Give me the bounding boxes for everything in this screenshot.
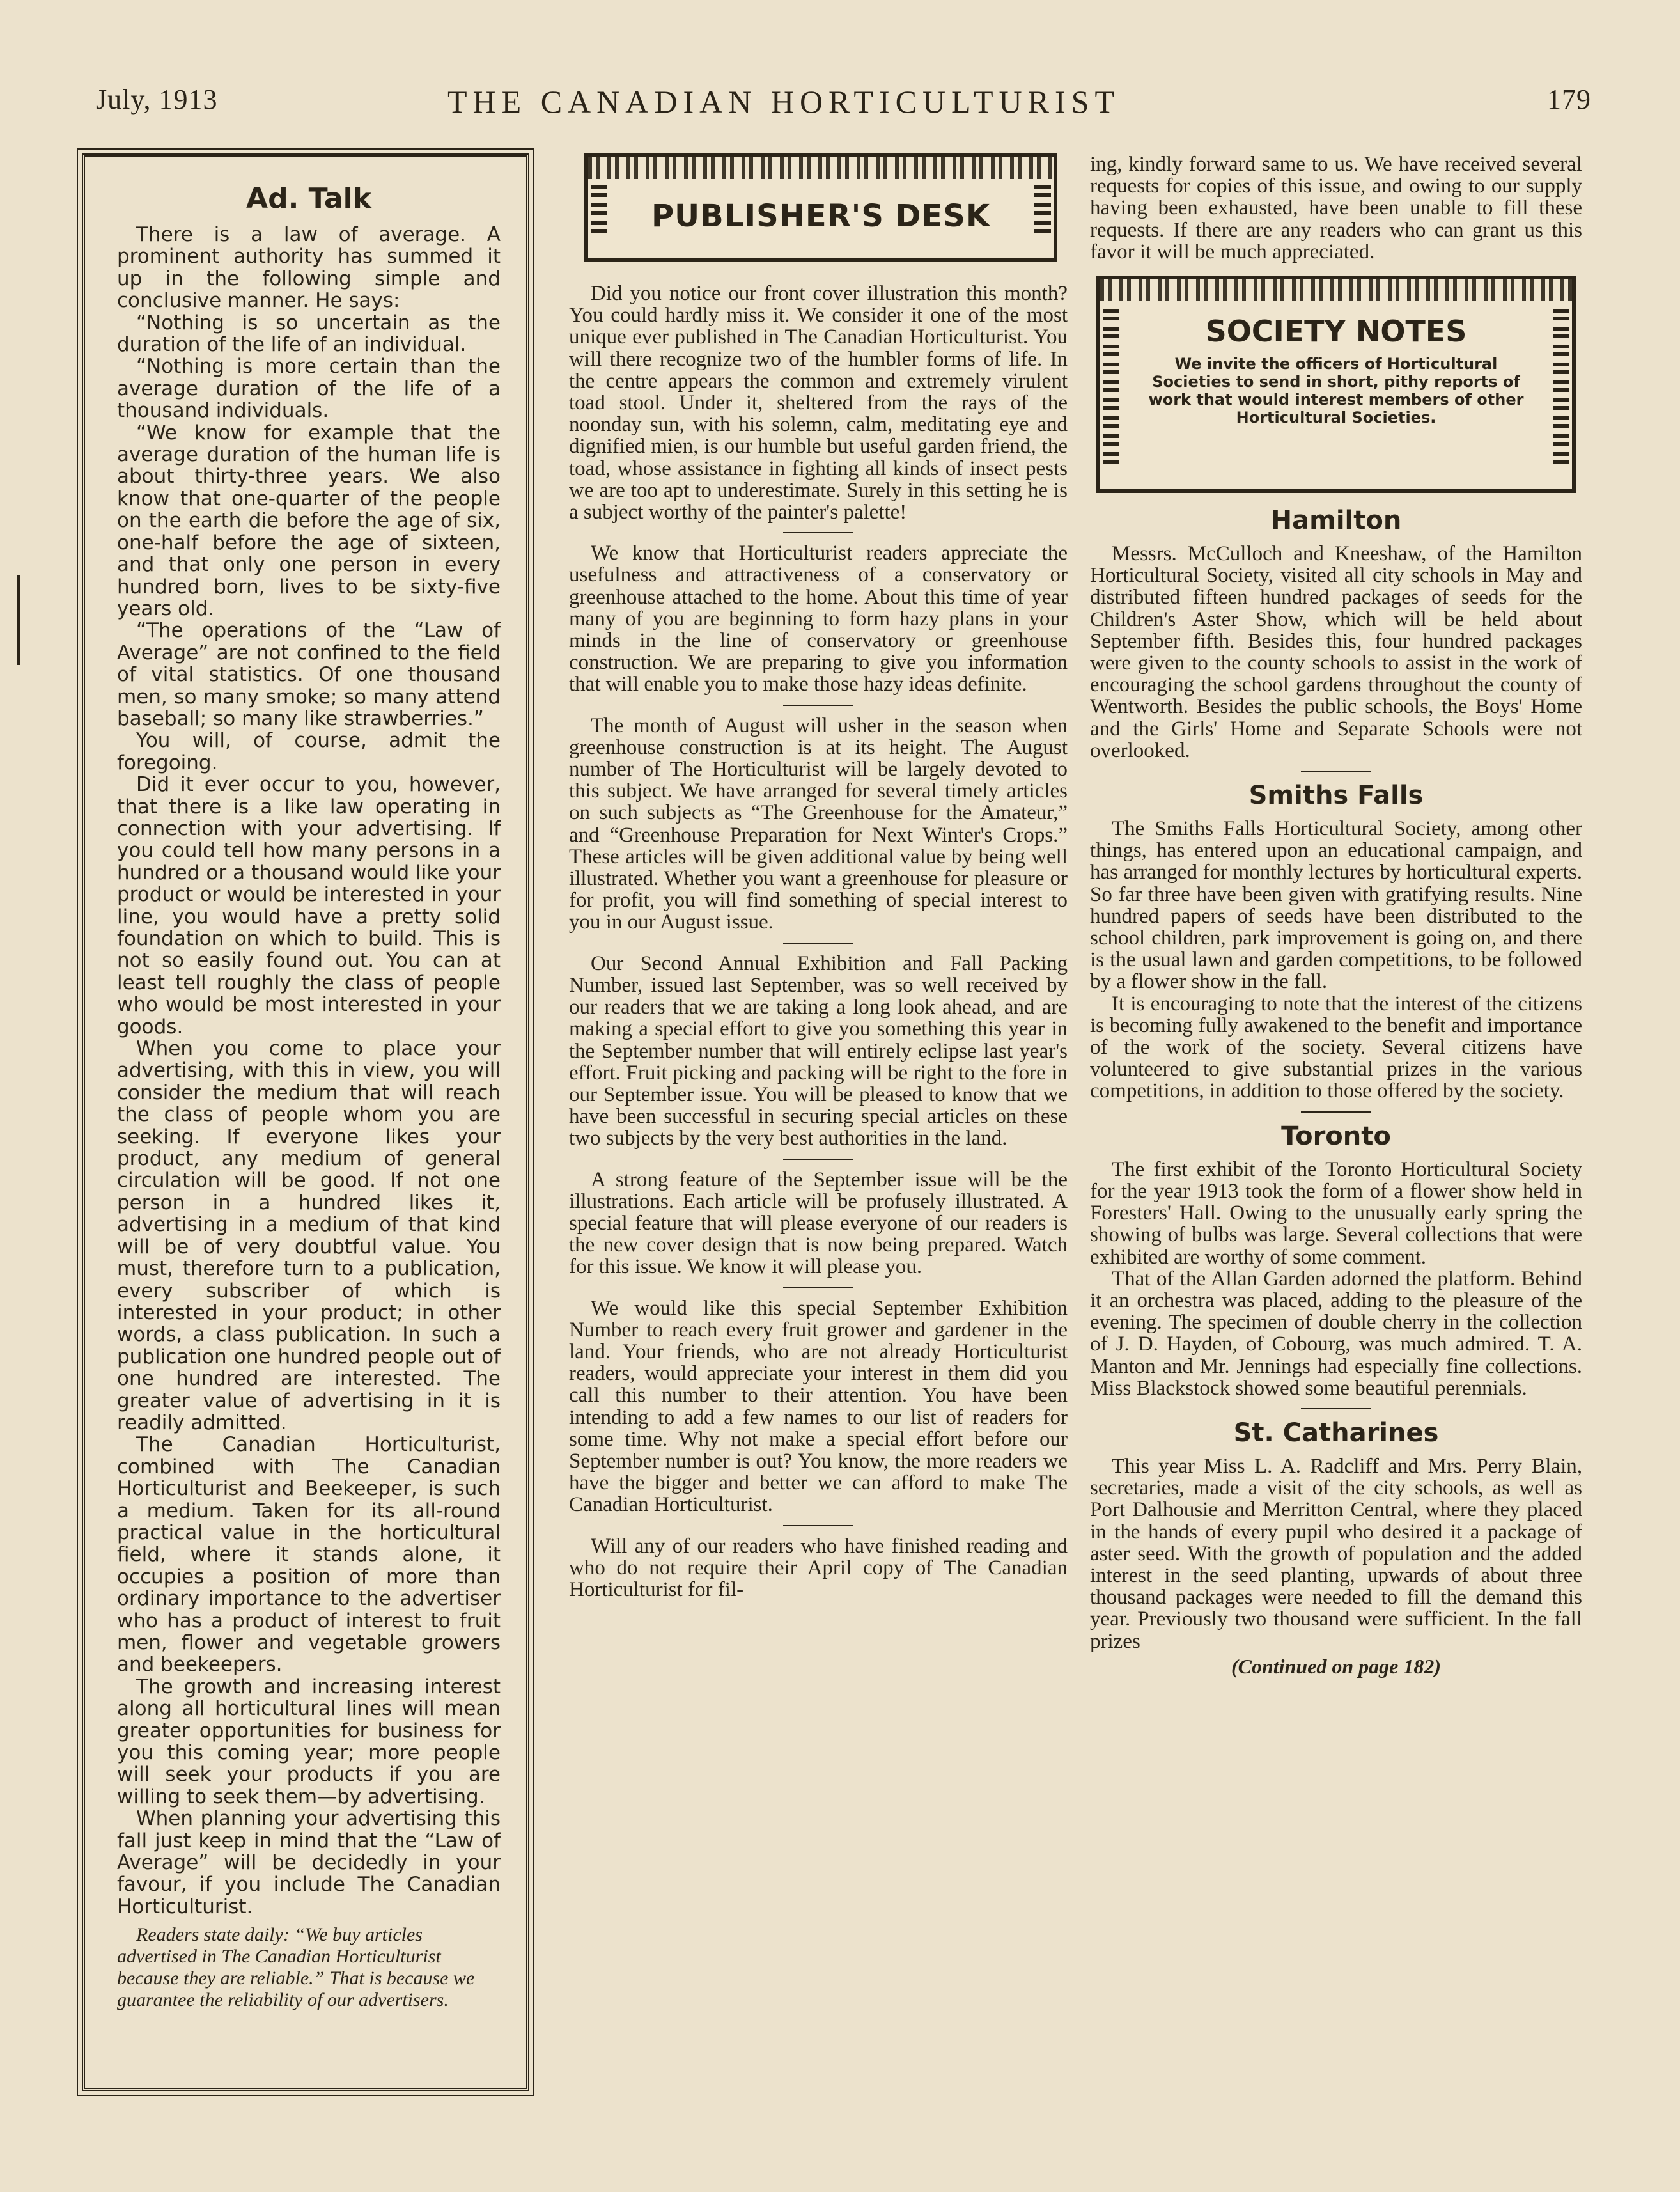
society-notes-subtitle: We invite the officers of Horticultural Societies to send in short, pithy reports of work that would interest members of other Horticultural Societies. bbox=[1148, 355, 1524, 427]
fret-border-right bbox=[1553, 305, 1569, 464]
paragraph: “We know for example that the average duration of the human life is about thirty-three years. We also know that one-quarter of the people on the earth die before the age of six, one-half before the age of sixteen, and that only one person in every hundred born, lives to be sixty-five years old. bbox=[117, 421, 501, 620]
paragraph: It is encouraging to note that the interest of the citizens is becoming fully awakened to the benefit and importance of the work of the society. Several citizens have volunteered to give substantial prizes in the various competitions, in addition to those offered by the society. bbox=[1090, 992, 1582, 1103]
section-rule bbox=[783, 1525, 853, 1526]
paragraph: Will any of our readers who have finished reading and who do not require their April copy of The Canadian Horticulturist for fil- bbox=[569, 1534, 1068, 1601]
paragraph: Our Second Annual Exhibition and Fall Packing Number, issued last September, was so well received by our readers that we are taking a long look ahead, and are making a special effort to give you something this year in the September number that will entirely eclipse last year's effort. Fruit picking and packing will be right to the fore in our September issue. You will be pleased to know that we have been successful in securing special articles on these two subjects by the very best authorities in the land. bbox=[569, 951, 1068, 1150]
paragraph: A strong feature of the September issue will be the illustrations. Each article will be profusely illustrated. A special feature that will please everyone of our readers is the new cover design that is now being prepared. Watch for this issue. We know it will please you. bbox=[569, 1168, 1068, 1279]
society-notes-title: SOCIETY NOTES bbox=[1205, 314, 1467, 349]
publishers-desk-body bbox=[569, 283, 1068, 1601]
continued-paragraph: ing, kindly forward same to us. We have received several requests for copies of this issue, and owing to our supply having been exhausted, have been unable to fill these requests. If there are any readers who can grant us this favor it will be much appreciated. bbox=[1090, 153, 1582, 263]
section-rule bbox=[1301, 771, 1371, 772]
fret-border-right bbox=[1034, 183, 1051, 233]
continued-note: (Continued on page 182) bbox=[1231, 1654, 1442, 1678]
fret-border-left bbox=[591, 183, 607, 233]
fret-border-top bbox=[1100, 279, 1572, 301]
paragraph: That of the Allan Garden adorned the platform. Behind it an orchestra was placed, adding to the pleasure of the evening. The specimen of double cherry in the collection of J. D. Hayden, of Cobourg, was much admired. T. A. Manton and Mr. Jennings had especially fine collections. Miss Blackstock showed some beautiful perennials. bbox=[1090, 1267, 1582, 1400]
ad-talk-column bbox=[82, 153, 529, 2091]
society-notes-column bbox=[1090, 153, 1582, 1679]
fret-border-left bbox=[1103, 305, 1119, 464]
paragraph: “Nothing is so uncertain as the duration of the life of an individual. bbox=[117, 311, 501, 357]
publishers-desk-title: PUBLISHER'S DESK bbox=[651, 198, 991, 234]
section-rule bbox=[783, 1159, 853, 1160]
ad-talk-footer: Readers state daily: “We buy articles advertised in The Canadian Horticulturist because they are reliable.” That is because we guarantee the reliability of our advertisers. bbox=[117, 1924, 475, 2011]
paragraph: “Nothing is more certain than the average duration of the life of a thousand individuals. bbox=[117, 355, 501, 423]
paragraph: When planning your advertising this fall just keep in mind that the “Law of Average” will be decidedly in your favour, if you include The Canadian Horticulturist. bbox=[117, 1807, 501, 1918]
publishers-desk-column bbox=[569, 153, 1068, 1601]
section-heading: St. Catharines bbox=[1233, 1418, 1439, 1448]
paragraph: When you come to place your advertising, with this in view, you will consider the medium that will reach the class of people whom you are seeking. If everyone likes your product, any medium of general circulation will be good. If not one person in a hundred likes it, advertising in a medium of that kind will be of very doubtful value. You must, therefore turn to a publication, every subscriber of which is interested in your product; in other words, a class publication. In such a publication one hundred people out of one hundred are interested. The greater value of advertising in it is readily admitted. bbox=[117, 1037, 501, 1434]
paragraph: You will, of course, admit the foregoing. bbox=[117, 729, 501, 774]
section-heading: Smiths Falls bbox=[1248, 781, 1424, 811]
binding-mark bbox=[17, 575, 20, 665]
ad-talk-title: Ad. Talk bbox=[246, 182, 371, 215]
section-heading: Hamilton bbox=[1270, 506, 1402, 536]
magazine-title: THE CANADIAN HORTICULTURIST bbox=[447, 84, 1121, 120]
section-rule bbox=[783, 705, 853, 706]
paragraph: The month of August will usher in the season when greenhouse construction is at its height. The August number of The Horticulturist will be largely devoted to this subject. We have arranged for several timely articles on such subjects as “The Greenhouse for the Amateur,” and “Greenhouse Preparation for Next Winter's Crops.” These articles will be given additional value by being well illustrated. Whether you want a greenhouse for pleasure or for profit, you will find something of special interest to you in our August issue. bbox=[569, 714, 1068, 934]
ad-talk-body bbox=[117, 224, 501, 1918]
page-number: 179 bbox=[1547, 84, 1591, 115]
section-rule bbox=[1301, 1111, 1371, 1113]
paragraph: The Canadian Horticulturist, combined with The Canadian Horticulturist and Beekeeper, is such a medium. Taken for its all-round practical value in the horticultural field, where it stands alone, it occupies a position of more than ordinary importance to the advertiser who has a product of interest to fruit men, flower and vegetable growers and beekeepers. bbox=[117, 1433, 501, 1677]
section-rule bbox=[1301, 1408, 1371, 1409]
paragraph: “The operations of the “Law of Average” are not confined to the field of vital statistics. Of one thousand men, so many smoke; so many attend baseball; so many like strawberries.” bbox=[117, 619, 501, 730]
society-sections bbox=[1090, 506, 1582, 1652]
paragraph: Did it ever occur to you, however, that there is a like law operating in connection with your advertising. If you could tell how many persons in a hundred or a thousand would like your product or would be interested in your line, you would have a pretty solid foundation on which to build. This is not so easily found out. You can at least tell roughly the class of people who would be most interested in your goods. bbox=[117, 773, 501, 1038]
issue-date: July, 1913 bbox=[96, 84, 218, 115]
section-rule bbox=[783, 943, 853, 944]
paragraph: There is a law of average. A prominent authority has summed it up in the following simple and conclusive manner. He says: bbox=[117, 223, 501, 313]
paragraph: This year Miss L. A. Radcliff and Mrs. Perry Blain, secretaries, made a visit of the city schools, as well as Port Dalhousie and Merritton Central, where they placed in the hands of every pupil who desired it a package of aster seed. With the growth of population and the added interest in the seed planting, upwards of about three thousand packages were needed to fill the demand this year. Previously two thousand were sufficient. In the fall prizes bbox=[1090, 1454, 1582, 1653]
society-notes-box bbox=[1096, 276, 1576, 493]
section-rule bbox=[783, 532, 853, 533]
section-rule bbox=[783, 1287, 853, 1288]
publishers-desk-box bbox=[584, 153, 1057, 262]
paragraph: Did you notice our front cover illustration this month? You could hardly miss it. We consider it one of the most unique ever published in The Canadian Horticulturist. You will there recognize two of the humbler forms of life. In the centre appears the common and extremely virulent toad stool. Under it, sheltered from the rays of the noonday sun, with his solemn, calm, meditating eye and dignified mien, is our humble but useful garden friend, the toad, whose assistance in fighting all kinds of insect pests we are too apt to underestimate. Surely in this setting he is a subject worthy of the painter's palette! bbox=[569, 282, 1068, 524]
paragraph: The first exhibit of the Toronto Horticultural Society for the year 1913 took the form of a flower show held in Foresters' Hall. Owing to the unusually early spring the showing of bulbs was large. Several collections that were exhibited are worthy of some comment. bbox=[1090, 1157, 1582, 1269]
paragraph: The growth and increasing interest along all horticultural lines will mean greater opportunities for business for you this coming year; more people will seek your products if you are willing to seek them—by advertising. bbox=[117, 1675, 501, 1808]
paragraph: We would like this special September Exhibition Number to reach every fruit grower and gardener in the land. Your friends, who are not already Horticulturist readers, would appreciate your interest in them did you call this number to their attention. You have been intending to add a few names to our list of readers for some time. Why not make a special effort before our September number is out? You know, the more readers we have the bigger and better we can afford to make The Canadian Horticulturist. bbox=[569, 1296, 1068, 1517]
paragraph: Messrs. McCulloch and Kneeshaw, of the Hamilton Horticultural Society, visited all city schools in May and distributed fifteen hundred packages of seeds for the Children's Aster Show, which will be held about September fifth. Besides this, four hundred packages were given to the county schools to assist in the work of encouraging the school gardens throughout the county of Wentworth. Besides the public schools, the Boys' Home and the Girls' Home and Separate Schools were not overlooked. bbox=[1090, 542, 1582, 762]
section-heading: Toronto bbox=[1281, 1121, 1391, 1151]
paragraph: The Smiths Falls Horticultural Society, among other things, has entered upon an educational campaign, and has arranged for monthly lectures by horticultural experts. So far three have been given with gratifying results. Nine hundred papers of seeds have been distributed to the school children, park improvement is going on, and there is the usual lawn and garden competitions, to be followed by a flower show in the fall. bbox=[1090, 817, 1582, 994]
fret-border-top bbox=[588, 157, 1054, 179]
paragraph: We know that Horticulturist readers appreciate the usefulness and attractiveness of a conservatory or greenhouse attached to the home. About this time of year many of you are beginning to form hazy plans in your minds in the line of conservatory or greenhouse construction. We are preparing to give you information that will enable you to make those hazy ideas definite. bbox=[569, 542, 1068, 696]
